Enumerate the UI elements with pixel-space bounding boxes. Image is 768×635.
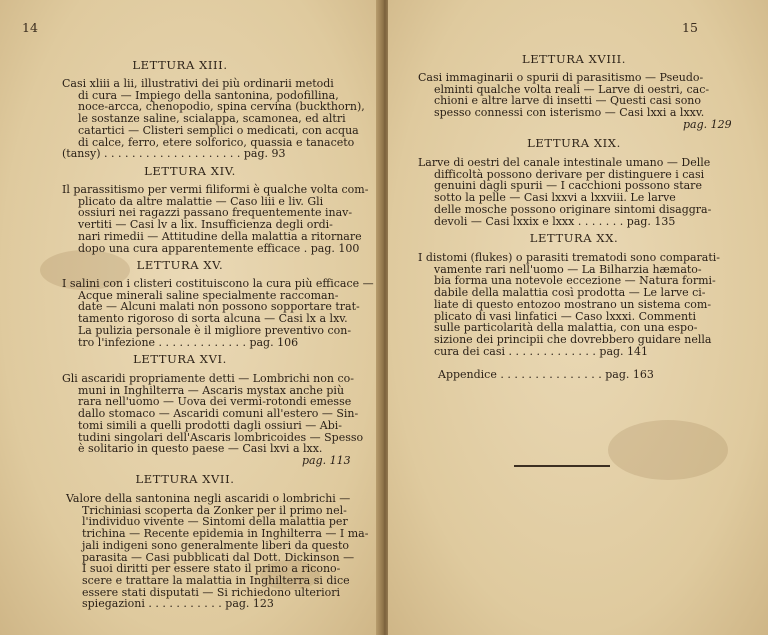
appendix-entry	[438, 369, 654, 381]
entry-line: dopo una cura apparentemente efficace . pag. 100	[78, 241, 360, 255]
entry-line: genuini dagli spurii — I cacchioni possono stare	[434, 179, 702, 193]
section-heading: LETTURA XVIII.	[521, 52, 627, 66]
section-heading: LETTURA XIV.	[144, 164, 236, 178]
entry-line: date — Alcuni malati non possono sopportare trat-	[78, 300, 360, 314]
entry-line: spesso connessi con isterismo — Casi lxxi a lxxv.	[434, 106, 705, 120]
entry-line: Acque minerali saline specialmente raccoman-	[78, 288, 339, 302]
entry-line: nari rimedii — Attitudine della malattia a ritornare	[78, 229, 362, 243]
entry-line: tudini singolari dell'Ascaris lombricoides — Spesso	[78, 430, 364, 444]
closing-rule	[514, 465, 610, 467]
entry-line: I salini con i clisteri costituiscono la cura più efficace —	[62, 277, 374, 290]
entry-line: I distomi (flukes) o parasiti trematodi sono comparati-	[418, 251, 721, 264]
entry-line: parasita — Casi pubblicati dal Dott. Dickinson —	[82, 550, 355, 564]
toc-entry	[418, 252, 720, 357]
entry-line: di calce, ferro, etere solforico, quassia e tanaceto	[78, 135, 355, 149]
entry-line: sizione dei principii che dovrebbero guidare nella	[434, 332, 712, 346]
section-heading: LETTURA XVI.	[133, 352, 227, 366]
page-number: 15	[682, 20, 698, 35]
entry-line: elminti qualche volta reali — Larve di oestri, cac-	[434, 82, 710, 96]
entry-line: Casi xliii a lii, illustrativi dei più ordinarii metodi	[62, 77, 334, 90]
entry-line: noce-arcca, chenopodio, spina cervina (buckthorn),	[78, 100, 365, 114]
entry-line: spiegazioni . . . . . . . . . . . pag. 123	[82, 597, 274, 611]
entry-line: sulle particolarità della malattia, con una espo-	[434, 321, 698, 335]
entry-line: ossiuri nei ragazzi passano frequentemente inav-	[78, 206, 353, 220]
entry-line: vamente rari nell'uomo — La Bilharzia hæmato-	[434, 262, 702, 276]
section-heading: LETTURA XV.	[136, 258, 224, 272]
entry-line: tro l'infezione . . . . . . . . . . . . . pag. 106	[78, 335, 299, 349]
toc-entry	[62, 373, 363, 467]
entry-line: scere e trattare la malattia in Inghilterra si dice	[82, 573, 350, 587]
entry-line: rara nell'uomo — Uova dei vermi-rotondi emesse	[78, 395, 352, 409]
entry-line: delle mosche possono originare sintomi disaggra-	[434, 202, 712, 216]
toc-entry	[418, 72, 732, 131]
left-page	[0, 0, 380, 635]
entry-line: le sostanze saline, scialappa, scamonea, ed altri	[78, 112, 346, 126]
entry-line: tamento rigoroso di sorta alcuna — Casi lx a lxv.	[78, 312, 348, 326]
entry-line: Larve di oestri del canale intestinale umano — Delle	[418, 156, 711, 169]
toc-entry	[418, 157, 711, 227]
entry-line: cura dei casi . . . . . . . . . . . . . pag. 141	[434, 344, 649, 358]
entry-line: sotto la pelle — Casi lxxvi a lxxviii. Le larve	[434, 191, 676, 205]
entry-line: jali indigeni sono generalmente liberi da questo	[82, 538, 349, 552]
entry-line: dallo stomaco — Ascaridi comuni all'estero — Sin-	[78, 407, 359, 421]
entry-line: è solitario in questo paese — Casi lxvi a lxx.	[78, 442, 323, 456]
entry-line: muni in Inghilterra — Ascaris mystax anche più	[78, 383, 345, 397]
entry-line: catartici — Clisteri semplici o medicati, con acqua	[78, 123, 359, 137]
entry-line: devoli — Casi lxxix e lxxx . . . . . . . pag. 135	[434, 214, 676, 228]
entry-line: tomi simili a quelli prodotti dagli ossiuri — Abi-	[78, 418, 342, 432]
entry-line: Gli ascaridi propriamente detti — Lombrichi non co-	[62, 372, 354, 385]
paper-stain	[608, 420, 728, 480]
toc-entry	[66, 493, 368, 610]
entry-line: (tansy) . . . . . . . . . . . . . . . . . . . . pag. 93	[62, 147, 286, 161]
entry-line: plicato di vasi linfatici — Caso lxxxi. Commenti	[434, 309, 696, 323]
entry-line: difficoltà possono derivare per distinguere i casi	[434, 167, 705, 181]
section-heading: LETTURA XX.	[529, 231, 619, 245]
section-heading: LETTURA XVII.	[135, 472, 235, 486]
right-page	[388, 0, 768, 635]
entry-line: Il parassitismo per vermi filiformi è qualche volta com-	[62, 183, 369, 196]
section-heading: LETTURA XIII.	[132, 58, 228, 72]
entry-line: plicato da altre malattie — Caso liii e liv. Gli	[78, 194, 324, 208]
entry-line: dabile della malattia così prodotta — Le larve ci-	[434, 286, 706, 300]
toc-entry	[62, 278, 374, 348]
entry-line: chioni e altre larve di insetti — Questi casi sono	[434, 94, 702, 108]
entry-line: I suoi diritti per essere stato il primo a ricono-	[82, 562, 341, 576]
toc-entry	[62, 184, 368, 254]
entry-line: di cura — Impiego della santonina, podofillina,	[78, 88, 339, 102]
entry-line: essere stati disputati — Si richiedono ulteriori	[82, 585, 341, 599]
entry-line: liate di questo entozoo mostrano un sistema com-	[434, 297, 712, 311]
entry-page-ref: pag. 113	[302, 453, 351, 467]
entry-line: l'individuo vivente — Sintomi della malattia per	[82, 515, 348, 529]
entry-line: La pulizia personale è il migliore preventivo con-	[78, 323, 352, 337]
page-number: 14	[22, 20, 38, 35]
entry-line: Valore della santonina negli ascaridi o lombrichi —	[66, 492, 351, 505]
entry-line: Trichiniasi scoperta da Zonker per il primo nel-	[82, 503, 347, 517]
entry-line: vertiti — Casi lv a lix. Insufficienza degli ordi-	[78, 218, 333, 232]
entry-line: trichina — Recente epidemia in Inghilterra — I ma-	[82, 527, 369, 541]
entry-line: Casi immaginarii o spurii di parasitismo — Pseudo-	[418, 71, 704, 84]
toc-entry	[62, 78, 365, 160]
entry-page-ref: pag. 129	[683, 117, 732, 131]
section-heading: LETTURA XIX.	[527, 136, 621, 150]
entry-line: bia forma una notevole eccezione — Natura formi-	[434, 274, 716, 288]
appendix-line: Appendice . . . . . . . . . . . . . . . pag. 163	[438, 368, 654, 381]
